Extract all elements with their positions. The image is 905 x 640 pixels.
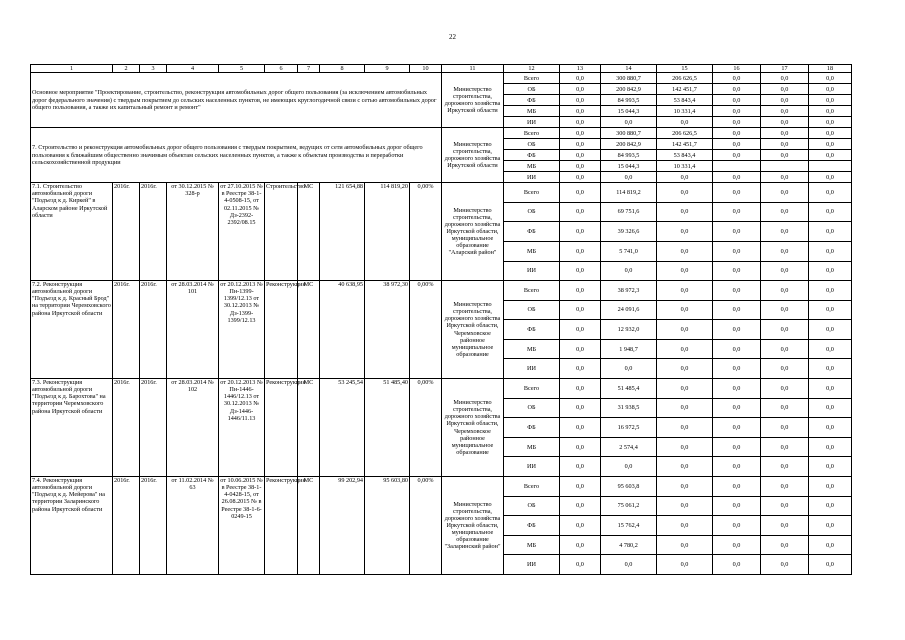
amount-cell: 0,0: [657, 535, 713, 555]
table-row: [31, 128, 852, 139]
amount-cell: 0,0: [657, 202, 713, 222]
funding-source: Всего: [504, 183, 560, 203]
amount-cell: 0,0: [809, 496, 852, 516]
funding-source: ИИ: [504, 457, 560, 477]
object-c10: 0,00%: [410, 183, 442, 281]
amount-cell: 0,0: [657, 241, 713, 261]
amount-cell: 0,0: [809, 516, 852, 536]
funding-source: Всего: [504, 477, 560, 497]
object-c5: от 20.12.2013 № Пн-1446-1446/12.13 от 30.12.2013 № Дз-1446-1446/11.13: [219, 379, 265, 477]
object-name: 7.1. Строительство автомобильной дороги "Подъезд к д. Киркей" в Аларском районе Иркутской области: [31, 183, 113, 281]
amount-cell: 0,0: [761, 172, 809, 183]
funding-source: ОБ: [504, 139, 560, 150]
amount-cell: 0,0: [809, 339, 852, 359]
object-c10: 0,00%: [410, 477, 442, 575]
column-number: 5: [219, 65, 265, 73]
amount-cell: 0,0: [761, 300, 809, 320]
amount-cell: 0,0: [809, 320, 852, 340]
amount-cell: 0,0: [560, 281, 601, 301]
amount-cell: [809, 161, 852, 172]
amount-cell: 0,0: [761, 202, 809, 222]
amount-cell: 0,0: [713, 95, 761, 106]
section-description: 7. Строительство и реконструкция автомобильных дорог общего пользования с твердым покрытием, ведущих от сети автомобильных дорог общего пользования к ближайшим общественно значимым объектам сельских населенных пунктов, а также к объектам производства и переработки сельскохозяйственной продукции: [31, 128, 442, 183]
object-c5: от 20.12.2013 № Пн-1399-1399/12.13 от 30.12.2013 № Дз-1399-1399/12.13: [219, 281, 265, 379]
amount-cell: 300 880,7: [601, 73, 657, 84]
amount-cell: [713, 161, 761, 172]
object-c10: 0,00%: [410, 379, 442, 477]
amount-cell: 0,0: [657, 398, 713, 418]
amount-cell: 0,0: [657, 437, 713, 457]
amount-cell: 0,0: [809, 261, 852, 281]
amount-cell: 0,0: [713, 477, 761, 497]
object-c2: 2016г.: [113, 183, 140, 281]
amount-cell: 0,0: [657, 281, 713, 301]
amount-cell: 0,0: [560, 535, 601, 555]
amount-cell: 0,0: [560, 359, 601, 379]
funding-source: ИИ: [504, 555, 560, 575]
amount-cell: 0,0: [713, 418, 761, 438]
amount-cell: 0,0: [560, 418, 601, 438]
column-number: 7: [298, 65, 320, 73]
amount-cell: 0,0: [601, 172, 657, 183]
amount-cell: 206 626,5: [657, 128, 713, 139]
amount-cell: 0,0: [657, 117, 713, 128]
amount-cell: 0,0: [560, 379, 601, 399]
amount-cell: 0,0: [713, 117, 761, 128]
funding-source: Всего: [504, 379, 560, 399]
table-row: [31, 281, 852, 301]
amount-cell: 0,0: [560, 222, 601, 242]
amount-cell: 0,0: [809, 241, 852, 261]
amount-cell: 10 331,4: [657, 161, 713, 172]
amount-cell: 0,0: [560, 202, 601, 222]
amount-cell: 0,0: [761, 359, 809, 379]
amount-cell: 0,0: [560, 84, 601, 95]
amount-cell: 0,0: [761, 477, 809, 497]
amount-cell: 5 741,0: [601, 241, 657, 261]
program-table: [30, 64, 852, 575]
amount-cell: 0,0: [713, 437, 761, 457]
amount-cell: 0,0: [809, 128, 852, 139]
amount-cell: 0,0: [560, 516, 601, 536]
amount-cell: 0,0: [761, 496, 809, 516]
object-c5: от 10.06.2015 № в Реестре 38-1-4-0428-15, от 26.08.2015 № в Реестре 38-1-6-0249-15: [219, 477, 265, 575]
amount-cell: 0,0: [761, 222, 809, 242]
object-c7: МС: [298, 477, 320, 575]
object-c9: 38 972,30: [365, 281, 410, 379]
amount-cell: 0,0: [713, 241, 761, 261]
amount-cell: 1 948,7: [601, 339, 657, 359]
amount-cell: 0,0: [657, 457, 713, 477]
amount-cell: 0,0: [657, 183, 713, 203]
object-c6: Реконструкция: [265, 281, 298, 379]
amount-cell: 4 780,2: [601, 535, 657, 555]
amount-cell: 0,0: [560, 555, 601, 575]
amount-cell: 0,0: [560, 241, 601, 261]
column-number: 1: [31, 65, 113, 73]
section-description: Основное мероприятие "Проектирование, строительство, реконструкция автомобильных дорог общего пользования (за исключением автомобильных дорог федерального значения) с твердым покрытием до сельских населенных пунктов, не имеющих круглогодичной связи с сетью автомобильных дорог общего пользования, а также их капитальный ремонт и ремонт": [31, 73, 442, 128]
column-number: 11: [442, 65, 504, 73]
object-c7: МС: [298, 183, 320, 281]
amount-cell: 0,0: [713, 516, 761, 536]
amount-cell: 0,0: [809, 202, 852, 222]
executor-cell: Министерство строительства, дорожного хозяйства Иркутской области: [442, 73, 504, 128]
amount-cell: 0,0: [809, 281, 852, 301]
amount-cell: 0,0: [713, 339, 761, 359]
amount-cell: 0,0: [761, 183, 809, 203]
funding-source: ФБ: [504, 320, 560, 340]
amount-cell: 0,0: [809, 418, 852, 438]
object-c8: 53 245,54: [320, 379, 365, 477]
amount-cell: 69 751,6: [601, 202, 657, 222]
amount-cell: 0,0: [809, 535, 852, 555]
amount-cell: 0,0: [560, 117, 601, 128]
object-c6: Реконструкция: [265, 477, 298, 575]
amount-cell: 0,0: [560, 339, 601, 359]
amount-cell: 75 061,2: [601, 496, 657, 516]
amount-cell: 0,0: [809, 555, 852, 575]
amount-cell: 0,0: [657, 477, 713, 497]
object-name: 7.2. Реконструкция автомобильной дороги "Подъезд к д. Красный Брод" на территории Черемховского района Иркутской области: [31, 281, 113, 379]
column-number: 3: [140, 65, 167, 73]
amount-cell: 53 843,4: [657, 150, 713, 161]
amount-cell: 0,0: [761, 418, 809, 438]
object-c6: Реконструкция: [265, 379, 298, 477]
funding-source: МБ: [504, 241, 560, 261]
amount-cell: 0,0: [809, 150, 852, 161]
column-number: 13: [560, 65, 601, 73]
object-c7: МС: [298, 281, 320, 379]
amount-cell: 0,0: [560, 398, 601, 418]
header-row: [31, 65, 852, 73]
object-c4: от 30.12.2015 № 328-р: [167, 183, 219, 281]
amount-cell: 15 044,3: [601, 106, 657, 117]
amount-cell: 0,0: [560, 300, 601, 320]
object-c9: 114 819,20: [365, 183, 410, 281]
funding-source: МБ: [504, 106, 560, 117]
amount-cell: 0,0: [601, 359, 657, 379]
object-c2: 2016г.: [113, 281, 140, 379]
amount-cell: 0,0: [761, 117, 809, 128]
amount-cell: 0,0: [713, 183, 761, 203]
amount-cell: 0,0: [560, 183, 601, 203]
amount-cell: 114 819,2: [601, 183, 657, 203]
column-number: 18: [809, 65, 852, 73]
amount-cell: 0,0: [809, 457, 852, 477]
table-row: [31, 73, 852, 84]
amount-cell: 0,0: [560, 172, 601, 183]
column-number: 9: [365, 65, 410, 73]
amount-cell: 0,0: [601, 261, 657, 281]
amount-cell: 0,0: [560, 73, 601, 84]
funding-source: ОБ: [504, 496, 560, 516]
amount-cell: 0,0: [761, 516, 809, 536]
amount-cell: 200 842,9: [601, 84, 657, 95]
object-c8: 121 654,88: [320, 183, 365, 281]
amount-cell: 0,0: [560, 139, 601, 150]
funding-source: Всего: [504, 73, 560, 84]
amount-cell: 0,0: [761, 84, 809, 95]
amount-cell: 206 626,5: [657, 73, 713, 84]
amount-cell: 0,0: [761, 320, 809, 340]
funding-source: МБ: [504, 535, 560, 555]
amount-cell: 0,0: [761, 128, 809, 139]
amount-cell: 0,0: [560, 496, 601, 516]
funding-source: МБ: [504, 437, 560, 457]
amount-cell: [761, 161, 809, 172]
funding-source: ИИ: [504, 117, 560, 128]
funding-source: ФБ: [504, 222, 560, 242]
amount-cell: 0,0: [713, 106, 761, 117]
amount-cell: 0,0: [657, 339, 713, 359]
funding-source: ИИ: [504, 261, 560, 281]
amount-cell: 0,0: [761, 555, 809, 575]
object-c6: Строительство: [265, 183, 298, 281]
column-number: 4: [167, 65, 219, 73]
object-c3: 2016г.: [140, 379, 167, 477]
amount-cell: 84 993,5: [601, 95, 657, 106]
amount-cell: 0,0: [761, 535, 809, 555]
amount-cell: 0,0: [809, 398, 852, 418]
amount-cell: 10 331,4: [657, 106, 713, 117]
funding-source: ОБ: [504, 398, 560, 418]
funding-source: МБ: [504, 161, 560, 172]
amount-cell: 0,0: [713, 73, 761, 84]
amount-cell: 0,0: [713, 202, 761, 222]
column-number: 6: [265, 65, 298, 73]
amount-cell: 0,0: [713, 128, 761, 139]
column-number: 10: [410, 65, 442, 73]
amount-cell: 0,0: [809, 222, 852, 242]
amount-cell: 0,0: [809, 117, 852, 128]
amount-cell: 0,0: [657, 516, 713, 536]
amount-cell: 0,0: [713, 535, 761, 555]
amount-cell: 0,0: [809, 477, 852, 497]
amount-cell: 0,0: [713, 320, 761, 340]
amount-cell: 0,0: [657, 418, 713, 438]
object-c3: 2016г.: [140, 281, 167, 379]
column-number: 8: [320, 65, 365, 73]
object-c8: 40 638,95: [320, 281, 365, 379]
amount-cell: 142 451,7: [657, 139, 713, 150]
amount-cell: 0,0: [657, 261, 713, 281]
object-c8: 99 202,94: [320, 477, 365, 575]
amount-cell: 0,0: [560, 150, 601, 161]
table-row: [31, 379, 852, 399]
table-row: [31, 183, 852, 203]
column-number: 12: [504, 65, 560, 73]
object-c4: от 28.03.2014 № 102: [167, 379, 219, 477]
amount-cell: 0,0: [657, 359, 713, 379]
page-number: 22: [449, 33, 456, 41]
column-number: 2: [113, 65, 140, 73]
object-c10: 0,00%: [410, 281, 442, 379]
funding-source: ОБ: [504, 300, 560, 320]
object-name: 7.3. Реконструкция автомобильной дороги "Подъезд к д. Барохтова" на территории Черемховского района Иркутской области: [31, 379, 113, 477]
amount-cell: 0,0: [713, 150, 761, 161]
funding-source: ФБ: [504, 418, 560, 438]
amount-cell: 142 451,7: [657, 84, 713, 95]
amount-cell: 0,0: [761, 379, 809, 399]
amount-cell: 0,0: [761, 457, 809, 477]
amount-cell: 0,0: [761, 150, 809, 161]
amount-cell: 0,0: [809, 300, 852, 320]
table-row: [31, 477, 852, 497]
amount-cell: 200 842,9: [601, 139, 657, 150]
executor-cell: Министерство строительства, дорожного хозяйства Иркутской области, Черемховское районное муниципальное образование: [442, 379, 504, 477]
amount-cell: 0,0: [713, 300, 761, 320]
amount-cell: 51 485,4: [601, 379, 657, 399]
amount-cell: 0,0: [761, 139, 809, 150]
amount-cell: 0,0: [809, 183, 852, 203]
amount-cell: 0,0: [713, 222, 761, 242]
amount-cell: 0,0: [560, 320, 601, 340]
amount-cell: 0,0: [713, 281, 761, 301]
amount-cell: 0,0: [809, 379, 852, 399]
amount-cell: 0,0: [601, 457, 657, 477]
amount-cell: 0,0: [761, 73, 809, 84]
funding-source: ИИ: [504, 172, 560, 183]
amount-cell: 0,0: [761, 241, 809, 261]
amount-cell: 0,0: [713, 398, 761, 418]
object-c9: 51 485,40: [365, 379, 410, 477]
amount-cell: 39 326,6: [601, 222, 657, 242]
amount-cell: 0,0: [761, 339, 809, 359]
amount-cell: 31 938,5: [601, 398, 657, 418]
amount-cell: 0,0: [657, 379, 713, 399]
object-name: 7.4. Реконструкция автомобильной дороги "Подъезд к д. Мейерова" на территории Заларинского района Иркутской области: [31, 477, 113, 575]
executor-cell: Министерство строительства, дорожного хозяйства Иркутской области, муниципальное образование "Аларский район": [442, 183, 504, 281]
amount-cell: 0,0: [809, 359, 852, 379]
funding-source: Всего: [504, 128, 560, 139]
amount-cell: 0,0: [809, 73, 852, 84]
object-c2: 2016г.: [113, 379, 140, 477]
amount-cell: 0,0: [601, 555, 657, 575]
executor-cell: Министерство строительства, дорожного хозяйства Иркутской области, Черемховское районное муниципальное образование: [442, 281, 504, 379]
amount-cell: 0,0: [713, 172, 761, 183]
column-number: 14: [601, 65, 657, 73]
object-c4: от 28.03.2014 № 101: [167, 281, 219, 379]
amount-cell: 0,0: [713, 261, 761, 281]
amount-cell: 0,0: [713, 359, 761, 379]
amount-cell: 0,0: [560, 128, 601, 139]
amount-cell: 15 044,3: [601, 161, 657, 172]
executor-cell: Министерство строительства, дорожного хозяйства Иркутской области: [442, 128, 504, 183]
amount-cell: 0,0: [761, 261, 809, 281]
funding-source: ФБ: [504, 150, 560, 161]
amount-cell: 300 880,7: [601, 128, 657, 139]
amount-cell: 0,0: [560, 477, 601, 497]
column-number: 16: [713, 65, 761, 73]
amount-cell: 0,0: [713, 496, 761, 516]
amount-cell: 0,0: [761, 106, 809, 117]
funding-source: ОБ: [504, 84, 560, 95]
amount-cell: 2 574,4: [601, 437, 657, 457]
amount-cell: 84 993,5: [601, 150, 657, 161]
object-c3: 2016г.: [140, 183, 167, 281]
amount-cell: 16 972,5: [601, 418, 657, 438]
amount-cell: 0,0: [713, 84, 761, 95]
amount-cell: 0,0: [657, 496, 713, 516]
object-c5: от 27.10.2015 № в Реестре 38-1-4-0508-15, от 02.11.2015 № Дз-2392-2392/08.15: [219, 183, 265, 281]
amount-cell: 0,0: [560, 95, 601, 106]
funding-source: ОБ: [504, 202, 560, 222]
amount-cell: 95 603,8: [601, 477, 657, 497]
object-c2: 2016г.: [113, 477, 140, 575]
amount-cell: 0,0: [761, 437, 809, 457]
amount-cell: 0,0: [657, 300, 713, 320]
object-c9: 95 603,80: [365, 477, 410, 575]
amount-cell: 0,0: [601, 117, 657, 128]
amount-cell: 24 091,6: [601, 300, 657, 320]
amount-cell: 53 843,4: [657, 95, 713, 106]
column-number: 15: [657, 65, 713, 73]
funding-source: ФБ: [504, 95, 560, 106]
amount-cell: 0,0: [809, 139, 852, 150]
amount-cell: 15 762,4: [601, 516, 657, 536]
object-c4: от 11.02.2014 № 63: [167, 477, 219, 575]
amount-cell: 0,0: [761, 95, 809, 106]
amount-cell: 0,0: [713, 555, 761, 575]
executor-cell: Министерство строительства, дорожного хозяйства Иркутской области, муниципальное образование "Заларинский район": [442, 477, 504, 575]
column-number: 17: [761, 65, 809, 73]
amount-cell: 0,0: [560, 106, 601, 117]
object-c7: МС: [298, 379, 320, 477]
amount-cell: 0,0: [657, 320, 713, 340]
amount-cell: 0,0: [809, 172, 852, 183]
funding-source: ФБ: [504, 516, 560, 536]
amount-cell: 0,0: [809, 84, 852, 95]
amount-cell: 0,0: [809, 95, 852, 106]
amount-cell: 0,0: [713, 379, 761, 399]
amount-cell: 0,0: [560, 161, 601, 172]
amount-cell: 0,0: [761, 398, 809, 418]
amount-cell: 0,0: [657, 172, 713, 183]
amount-cell: 0,0: [560, 457, 601, 477]
amount-cell: 0,0: [713, 139, 761, 150]
funding-source: МБ: [504, 339, 560, 359]
amount-cell: 0,0: [809, 437, 852, 457]
amount-cell: 0,0: [809, 106, 852, 117]
amount-cell: 0,0: [657, 555, 713, 575]
amount-cell: 12 932,0: [601, 320, 657, 340]
amount-cell: 0,0: [657, 222, 713, 242]
funding-source: Всего: [504, 281, 560, 301]
amount-cell: 0,0: [713, 457, 761, 477]
amount-cell: 0,0: [560, 437, 601, 457]
amount-cell: 0,0: [761, 281, 809, 301]
funding-source: ИИ: [504, 359, 560, 379]
amount-cell: 38 972,3: [601, 281, 657, 301]
object-c3: 2016г.: [140, 477, 167, 575]
amount-cell: 0,0: [560, 261, 601, 281]
